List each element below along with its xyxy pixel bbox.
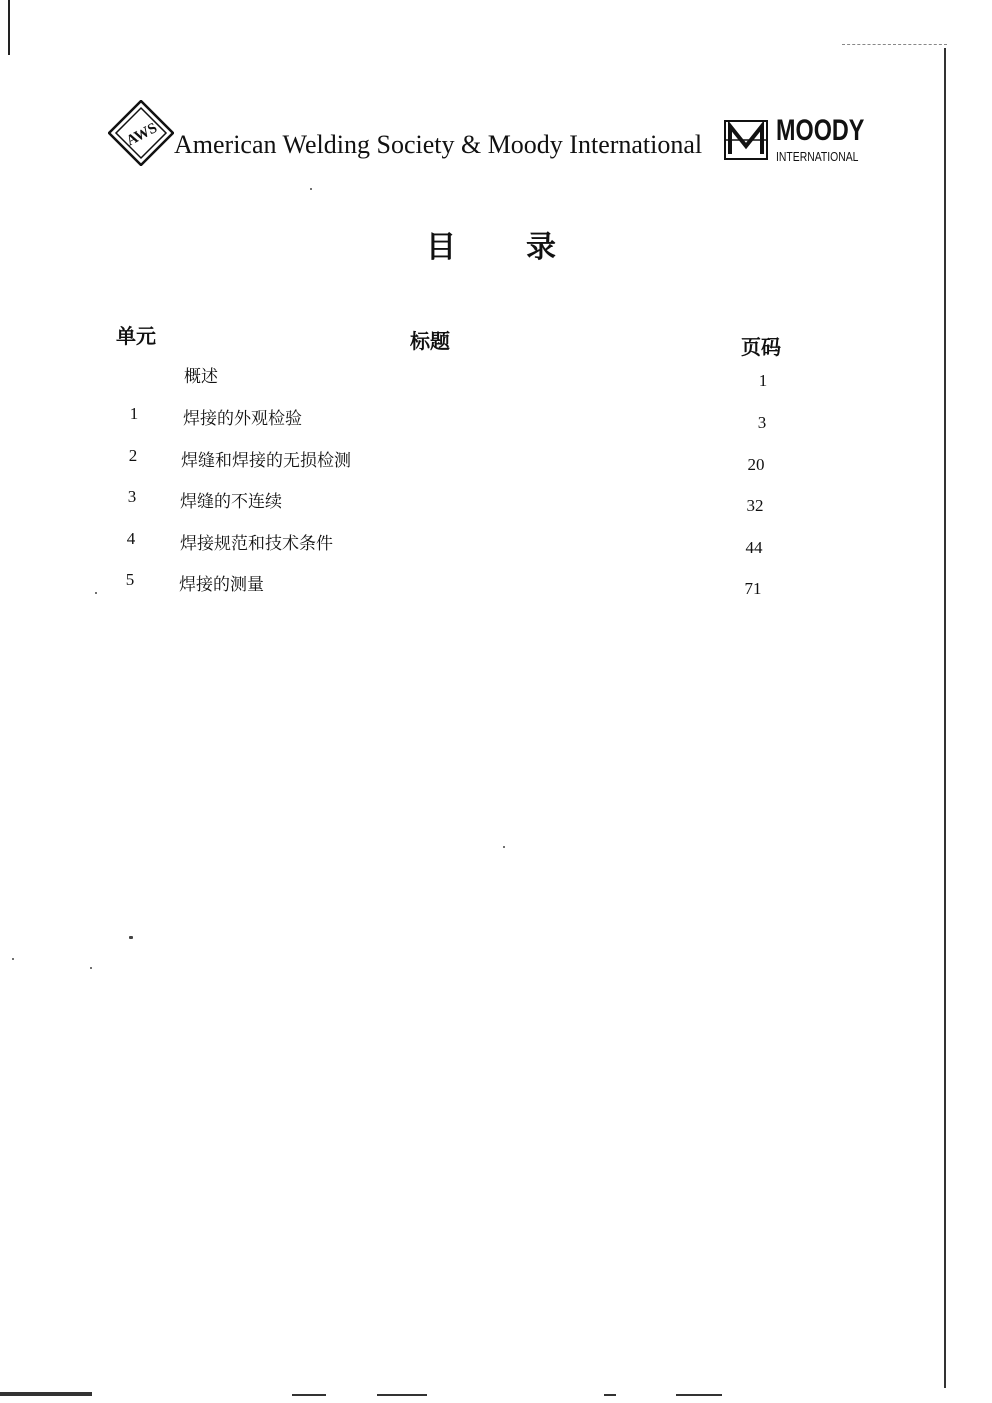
toc-page: 32 xyxy=(746,496,764,515)
scan-artifact xyxy=(377,1394,427,1396)
scan-speck xyxy=(310,188,312,190)
scan-artifact xyxy=(842,44,947,45)
toc-title: 焊接规范和技术条件 xyxy=(180,534,333,554)
toc-page: 3 xyxy=(757,413,767,432)
toc-title: 焊接的外观检验 xyxy=(183,409,302,429)
toc-page: 20 xyxy=(747,455,765,474)
scan-artifact xyxy=(292,1394,326,1396)
moody-logo-subtitle: INTERNATIONAL xyxy=(776,149,859,164)
toc-title: 焊缝的不连续 xyxy=(180,492,282,512)
scan-speck xyxy=(503,846,505,848)
scan-artifact xyxy=(0,1392,92,1396)
toc-page: 1 xyxy=(758,371,768,390)
scan-speck xyxy=(129,936,133,939)
toc-page: 44 xyxy=(745,538,763,557)
title-char-2: 录 xyxy=(526,230,556,265)
toc-title: 焊缝和焊接的无损检测 xyxy=(181,451,351,471)
column-header-title: 标题 xyxy=(410,329,450,353)
toc-unit: 3 xyxy=(127,487,137,506)
toc-title: 概述 xyxy=(184,367,218,387)
scan-speck xyxy=(90,967,92,969)
aws-logo-text: AWS xyxy=(123,120,161,150)
column-header-unit: 单元 xyxy=(116,324,156,348)
toc-title: 焊接的测量 xyxy=(179,575,264,595)
scan-artifact xyxy=(604,1394,616,1396)
toc-unit: 5 xyxy=(125,570,135,589)
scan-edge-line xyxy=(8,0,10,55)
toc-unit: 4 xyxy=(126,529,136,548)
toc-page: 71 xyxy=(744,579,762,598)
moody-logo-icon xyxy=(724,120,768,160)
title-char-1: 目 xyxy=(426,230,456,265)
column-header-page: 页码 xyxy=(741,335,781,359)
toc-unit: 2 xyxy=(128,446,138,465)
scan-speck xyxy=(12,958,14,960)
scan-artifact xyxy=(676,1394,722,1396)
aws-logo-icon xyxy=(108,100,174,166)
page-title xyxy=(0,222,992,266)
scan-speck xyxy=(95,592,97,594)
moody-logo-text: MOODY xyxy=(776,114,865,147)
document-header xyxy=(108,100,868,172)
organization-name: American Welding Society & Moody International xyxy=(174,130,703,159)
toc-unit: 1 xyxy=(129,404,139,423)
